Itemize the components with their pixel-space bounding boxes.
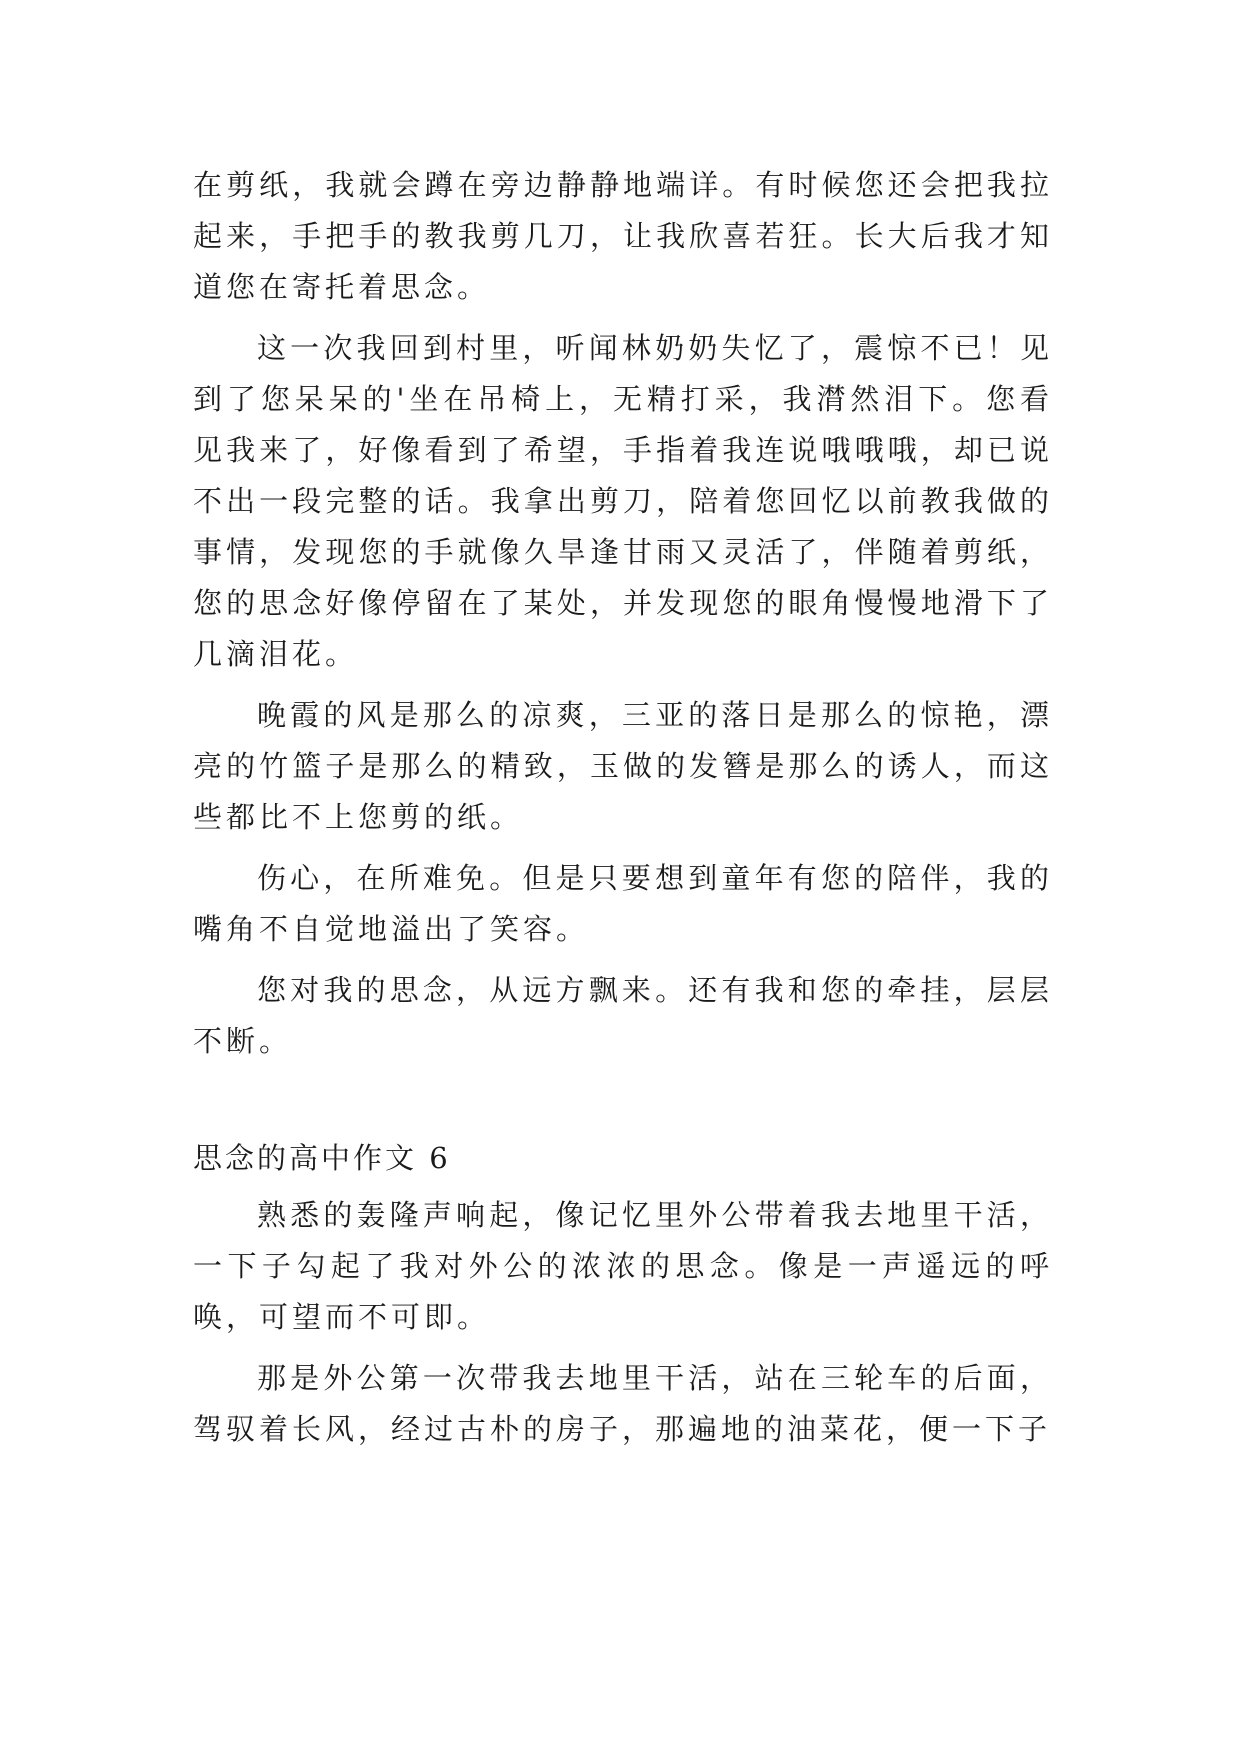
paragraph: 这一次我回到村里，听闻林奶奶失忆了，震惊不已！见到了您呆呆的'坐在吊椅上，无精打采，我潸然泪下。您看见我来了，好像看到了希望，手指着我连说哦哦哦，却已说不出一段完整的话。我拿出剪刀，陪着您回忆以前教我做的事情，发现您的手就像久旱逢甘雨又灵活了，伴随着剪纸，您的思念好像停留在了某处，并发现您的眼角慢慢地滑下了几滴泪花。 — [193, 331, 1053, 671]
paragraph: 您对我的思念，从远方飘来。还有我和您的牵挂，层层不断。 — [193, 973, 1053, 1058]
paragraph: 晚霞的风是那么的凉爽，三亚的落日是那么的惊艳，漂亮的竹篮子是那么的精致，玉做的发簪是那么的诱人，而这些都比不上您剪的纸。 — [193, 698, 1053, 834]
paragraph: 在剪纸，我就会蹲在旁边静静地端详。有时候您还会把我拉起来，手把手的教我剪几刀，让我欣喜若狂。长大后我才知道您在寄托着思念。 — [193, 168, 1053, 304]
section-title: 思念的高中作文 6 — [193, 1141, 451, 1175]
paragraph: 伤心，在所难免。但是只要想到童年有您的陪伴，我的嘴角不自觉地溢出了笑容。 — [193, 861, 1053, 946]
paragraph: 熟悉的轰隆声响起，像记忆里外公带着我去地里干活，一下子勾起了我对外公的浓浓的思念。像是一声遥远的呼唤，可望而不可即。 — [193, 1198, 1053, 1334]
document-page — [193, 160, 1053, 1465]
paragraph: 那是外公第一次带我去地里干活，站在三轮车的后面，驾驭着长风，经过古朴的房子，那遍地的油菜花，便一下子 — [193, 1361, 1053, 1446]
